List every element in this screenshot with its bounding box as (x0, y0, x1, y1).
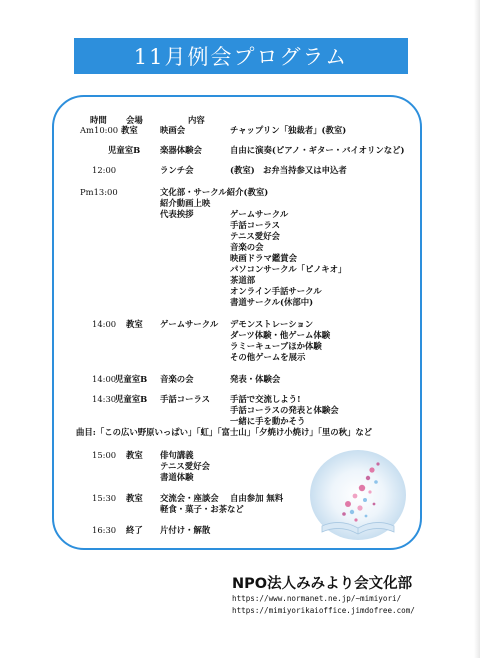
open-book-flowers-illustration (308, 448, 408, 542)
row-event: 文化部・サークル紹介(教室) (160, 187, 269, 197)
row-venue: 終了 (126, 525, 143, 535)
circle-item: ゲームサークル (230, 209, 289, 219)
row-detail: ダーツ体験・他ゲーム体験 (230, 330, 331, 340)
circle-item: 茶道部 (230, 275, 256, 285)
row-time: Am10:00 (80, 125, 119, 135)
row-detail: チャップリン「独裁者」(教室) (230, 125, 347, 135)
row-event-line: 軽食・菓子・お茶など (160, 504, 244, 514)
row-event: 片付け・解散 (160, 525, 211, 535)
row-event: 手話コーラス (160, 394, 210, 404)
row-detail: 一緒に手を動かそう (230, 416, 306, 426)
row-event: ランチ会 (160, 165, 194, 175)
row-venue: 児童室B (108, 145, 141, 155)
row-time: 15:30 (92, 493, 117, 503)
row-event-line: テニス愛好会 (160, 461, 210, 471)
row-time: 12:00 (92, 165, 117, 175)
row-time: 16:30 (92, 525, 117, 535)
row-event: 楽器体験会 (160, 145, 202, 155)
row-venue: 児童室B (115, 374, 148, 384)
row-event-line: 紹介動画上映 (160, 198, 211, 208)
row-time: Pm13:00 (80, 187, 118, 197)
header-time: 時間 (90, 115, 107, 125)
row-detail: デモンストレーション (230, 319, 314, 329)
circle-item: パソコンサークル「ピノキオ」 (230, 264, 347, 274)
row-event-line: 代表挨拶 (160, 209, 194, 219)
organization-url-1[interactable]: https://www.normanet.ne.jp/~mimiyori/ (232, 594, 402, 603)
row-event-line: 書道体験 (160, 472, 194, 482)
row-detail: 手話で交流しよう! (230, 394, 301, 404)
row-event: ゲームサークル (160, 319, 219, 329)
row-detail: ラミーキューブほか体験 (230, 341, 322, 351)
row-event: 映画会 (160, 125, 186, 135)
circle-item: 手話コーラス (230, 220, 280, 230)
row-venue: 教室 (126, 450, 143, 460)
row-venue: 教室 (126, 493, 143, 503)
title-banner (74, 38, 408, 74)
song-list: 曲目:「この広い野原いっぱい」「虹」「富士山」「夕焼け小焼け」「里の秋」など (76, 427, 373, 437)
row-detail: 手話コーラスの発表と体験会 (230, 405, 339, 415)
header-venue: 会場 (126, 115, 143, 125)
circle-item: 書道サークル(休部中) (230, 297, 314, 307)
row-event: 音楽の会 (160, 374, 194, 384)
row-time: 14:00 (92, 374, 117, 384)
circle-item: テニス愛好会 (230, 231, 280, 241)
row-detail: 自由参加 無料 (230, 493, 284, 503)
row-venue: 教室 (126, 319, 143, 329)
row-time: 15:00 (92, 450, 117, 460)
row-event: 俳句講義 (160, 450, 194, 460)
circle-item: オンライン手話サークル (230, 286, 322, 296)
circle-item: 映画ドラマ鑑賞会 (230, 253, 297, 263)
header-content: 内容 (188, 115, 205, 125)
row-time: 14:00 (92, 319, 117, 329)
row-venue: 教室 (121, 125, 138, 135)
organization-name: NPO法人みみより会文化部 (232, 576, 413, 592)
circle-item: 音楽の会 (230, 242, 264, 252)
row-detail: その他ゲームを展示 (230, 352, 306, 362)
row-detail: 発表・体験会 (230, 374, 281, 384)
page-title: 11月例会プログラム (133, 45, 349, 69)
row-detail: 自由に演奏(ピアノ・ギター・バイオリンなど) (230, 145, 405, 155)
row-venue: 児童室B (115, 394, 148, 404)
row-event: 交流会・座談会 (160, 493, 219, 503)
row-detail: (教室) お弁当持参又は申込者 (230, 165, 347, 175)
row-time: 14:30 (92, 394, 117, 404)
organization-url-2[interactable]: https://mimiyorikaioffice.jimdofree.com/ (232, 606, 415, 615)
page-edge-shadow (474, 0, 480, 658)
